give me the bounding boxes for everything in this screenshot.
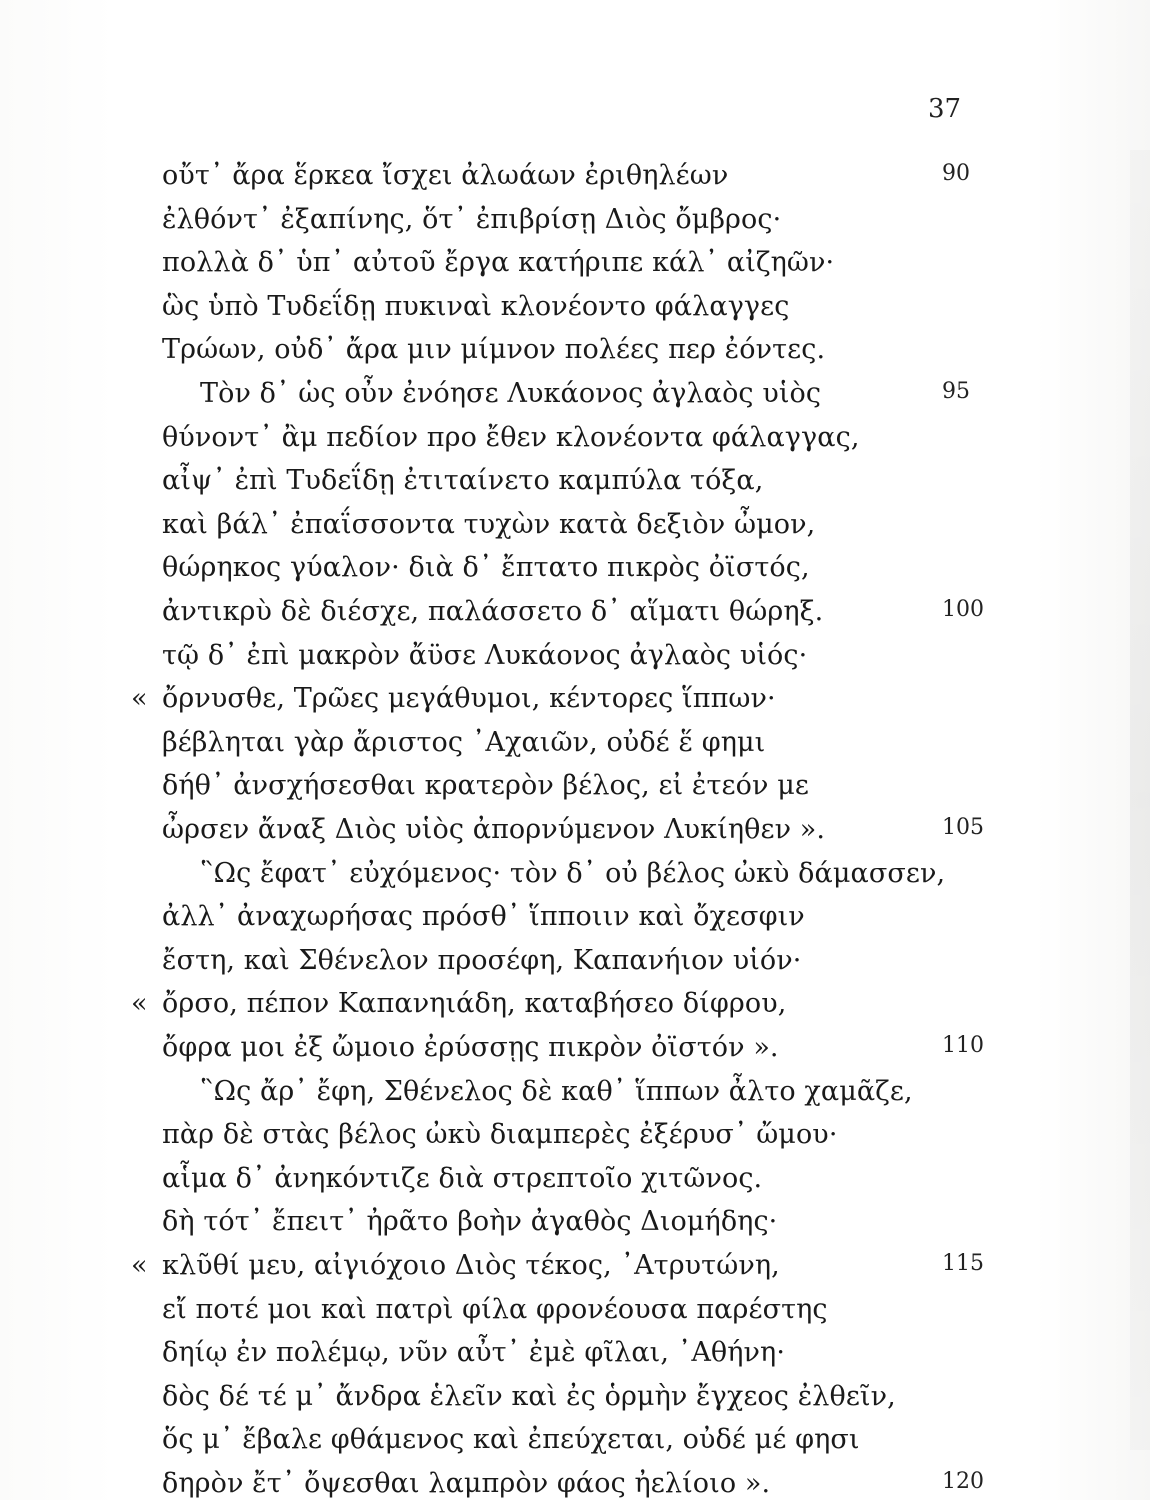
verse-line [0, 1375, 1150, 1419]
verse-text: κλῦθί μευ, αἰγιόχοιο Διὸς τέκος, ᾽Ατρυτώνη, [162, 1250, 780, 1281]
verse-line [0, 982, 1150, 1026]
opening-quote-mark: « [131, 683, 148, 715]
verse-line [0, 677, 1150, 721]
verse-text: ἀλλ᾽ ἀναχωρήσας πρόσθ᾽ ἵπποιιν καὶ ὄχεσφιν [162, 901, 805, 933]
verse-text: ὄρνυσθε, Τρῶες μεγάθυμοι, κέντορες ἵππων· [162, 683, 776, 715]
verse-text: αἶψ᾽ ἐπὶ Τυδεΐδῃ ἐτιταίνετο καμπύλα τόξα, [162, 465, 764, 497]
verse-text: βέβληται γὰρ ἄριστος ᾽Αχαιῶν, οὐδέ ἕ φημι [162, 726, 766, 758]
verse-line [0, 1288, 1150, 1332]
opening-quote-mark: « [131, 1250, 148, 1281]
verse-text: οὔτ᾽ ἄρα ἕρκεα ἴσχει ἀλωάων ἐριθηλέων [162, 160, 729, 191]
verse-text: θύνοντ᾽ ἂμ πεδίον προ ἔθεν κλονέοντα φάλαγγας, [162, 421, 860, 453]
verse-text: εἴ ποτέ μοι καὶ πατρὶ φίλα φρονέουσα παρέστης [162, 1293, 828, 1325]
verse-line [0, 1113, 1150, 1157]
verse-text: δὸς δέ τέ μ᾽ ἄνδρα ἑλεῖν καὶ ἐς ὁρμὴν ἔγχεος ἐλθεῖν, [162, 1380, 896, 1412]
verse-text: ὣς ὑπὸ Τυδεΐδῃ πυκιναὶ κλονέοντο φάλαγγες [162, 290, 790, 322]
verse-line [0, 808, 1150, 852]
verse-line [0, 1200, 1150, 1244]
verse-line [0, 1070, 1150, 1114]
verse-text: αἷμα δ᾽ ἀνηκόντιζε διὰ στρεπτοῖο χιτῶνος. [162, 1162, 763, 1194]
line-number: 120 [942, 1469, 984, 1494]
verse-line [0, 1418, 1150, 1462]
line-number: 90 [942, 161, 970, 186]
verse-line [0, 634, 1150, 678]
verse-line [0, 1462, 1150, 1506]
verse-text: ἀντικρὺ δὲ διέσχε, παλάσσετο δ᾽ αἵματι θώρηξ. [162, 596, 824, 627]
verse-text: ἐλθόντ᾽ ἐξαπίνης, ὅτ᾽ ἐπιβρίσῃ Διὸς ὄμβρος· [162, 203, 782, 235]
verse-text: ὅς μ᾽ ἔβαλε φθάμενος καὶ ἐπεύχεται, οὐδέ μέ φησι [162, 1424, 860, 1456]
verse-line [0, 372, 1150, 416]
verse-text: δήθ᾽ ἀνσχήσεσθαι κρατερὸν βέλος, εἰ ἐτεόν με [162, 770, 809, 802]
verse-text: τῷ δ᾽ ἐπὶ μακρὸν ἄϋσε Λυκάονος ἀγλαὸς υἱός· [162, 639, 808, 671]
verse-line [0, 198, 1150, 242]
verse-text: δηίῳ ἐν πολέμῳ, νῦν αὖτ᾽ ἐμὲ φῖλαι, ᾽Αθήνη· [162, 1337, 786, 1369]
verse-line [0, 328, 1150, 372]
verse-line [0, 1331, 1150, 1375]
verse-text: ἔστη, καὶ Σθένελον προσέφη, Καπανήιον υἱόν· [162, 944, 802, 976]
verse-line [0, 416, 1150, 460]
verse-text: ὦρσεν ἄναξ Διὸς υἱὸς ἀπορνύμενον Λυκίηθεν ». [162, 814, 826, 845]
verse-line [0, 503, 1150, 547]
verse-line [0, 721, 1150, 765]
verse-line [0, 1244, 1150, 1288]
line-number: 110 [942, 1033, 984, 1058]
line-number: 115 [942, 1251, 984, 1276]
verse-text: ὄρσο, πέπον Καπανηιάδη, καταβήσεο δίφρου, [162, 988, 787, 1020]
verse-line [0, 154, 1150, 198]
verse-text: καὶ βάλ᾽ ἐπαΐσσοντα τυχὼν κατὰ δεξιὸν ὦμον, [162, 508, 816, 540]
verse-text: δηρὸν ἔτ᾽ ὄψεσθαι λαμπρὸν φάος ἠελίοιο ». [162, 1468, 771, 1499]
verse-line [0, 546, 1150, 590]
verse-line [0, 241, 1150, 285]
page-number: 37 [928, 94, 962, 124]
verse-text: θώρηκος γύαλον· διὰ δ᾽ ἔπτατο πικρὸς ὀϊστός, [162, 552, 810, 584]
verse-text: Τὸν δ᾽ ὡς οὖν ἐνόησε Λυκάονος ἀγλαὸς υἱὸς [200, 378, 822, 409]
opening-quote-mark: « [131, 988, 148, 1020]
verse-line [0, 895, 1150, 939]
verse-text: ὄφρα μοι ἐξ ὤμοιο ἐρύσσῃς πικρὸν ὀϊστόν ». [162, 1032, 779, 1063]
line-number: 105 [942, 815, 984, 840]
verse-text: δὴ τότ᾽ ἔπειτ᾽ ἠρᾶτο βοὴν ἀγαθὸς Διομήδης· [162, 1206, 778, 1238]
verse-text: πὰρ δὲ στὰς βέλος ὠκὺ διαμπερὲς ἐξέρυσ᾽ ὤμου· [162, 1119, 838, 1151]
verse-text: πολλὰ δ᾽ ὑπ᾽ αὐτοῦ ἔργα κατήριπε κάλ᾽ αἰζηῶν· [162, 247, 835, 279]
verse-line [0, 590, 1150, 634]
line-number: 95 [942, 379, 970, 404]
verse-text: ῝Ως ἔφατ᾽ εὐχόμενος· τὸν δ᾽ οὐ βέλος ὠκὺ δάμασσεν, [200, 857, 946, 889]
verse-line [0, 852, 1150, 896]
verse-line [0, 939, 1150, 983]
verse-text: ῝Ως ἄρ᾽ ἔφη, Σθένελος δὲ καθ᾽ ἵππων ἆλτο χαμᾶζε, [200, 1075, 913, 1107]
verse-text: Τρώων, οὐδ᾽ ἄρα μιν μίμνον πολέες περ ἐόντες. [162, 334, 826, 366]
verse-line [0, 764, 1150, 808]
verse-line [0, 285, 1150, 329]
line-number: 100 [942, 597, 984, 622]
verse-line [0, 1026, 1150, 1070]
verse-line [0, 459, 1150, 503]
verse-line [0, 1157, 1150, 1201]
